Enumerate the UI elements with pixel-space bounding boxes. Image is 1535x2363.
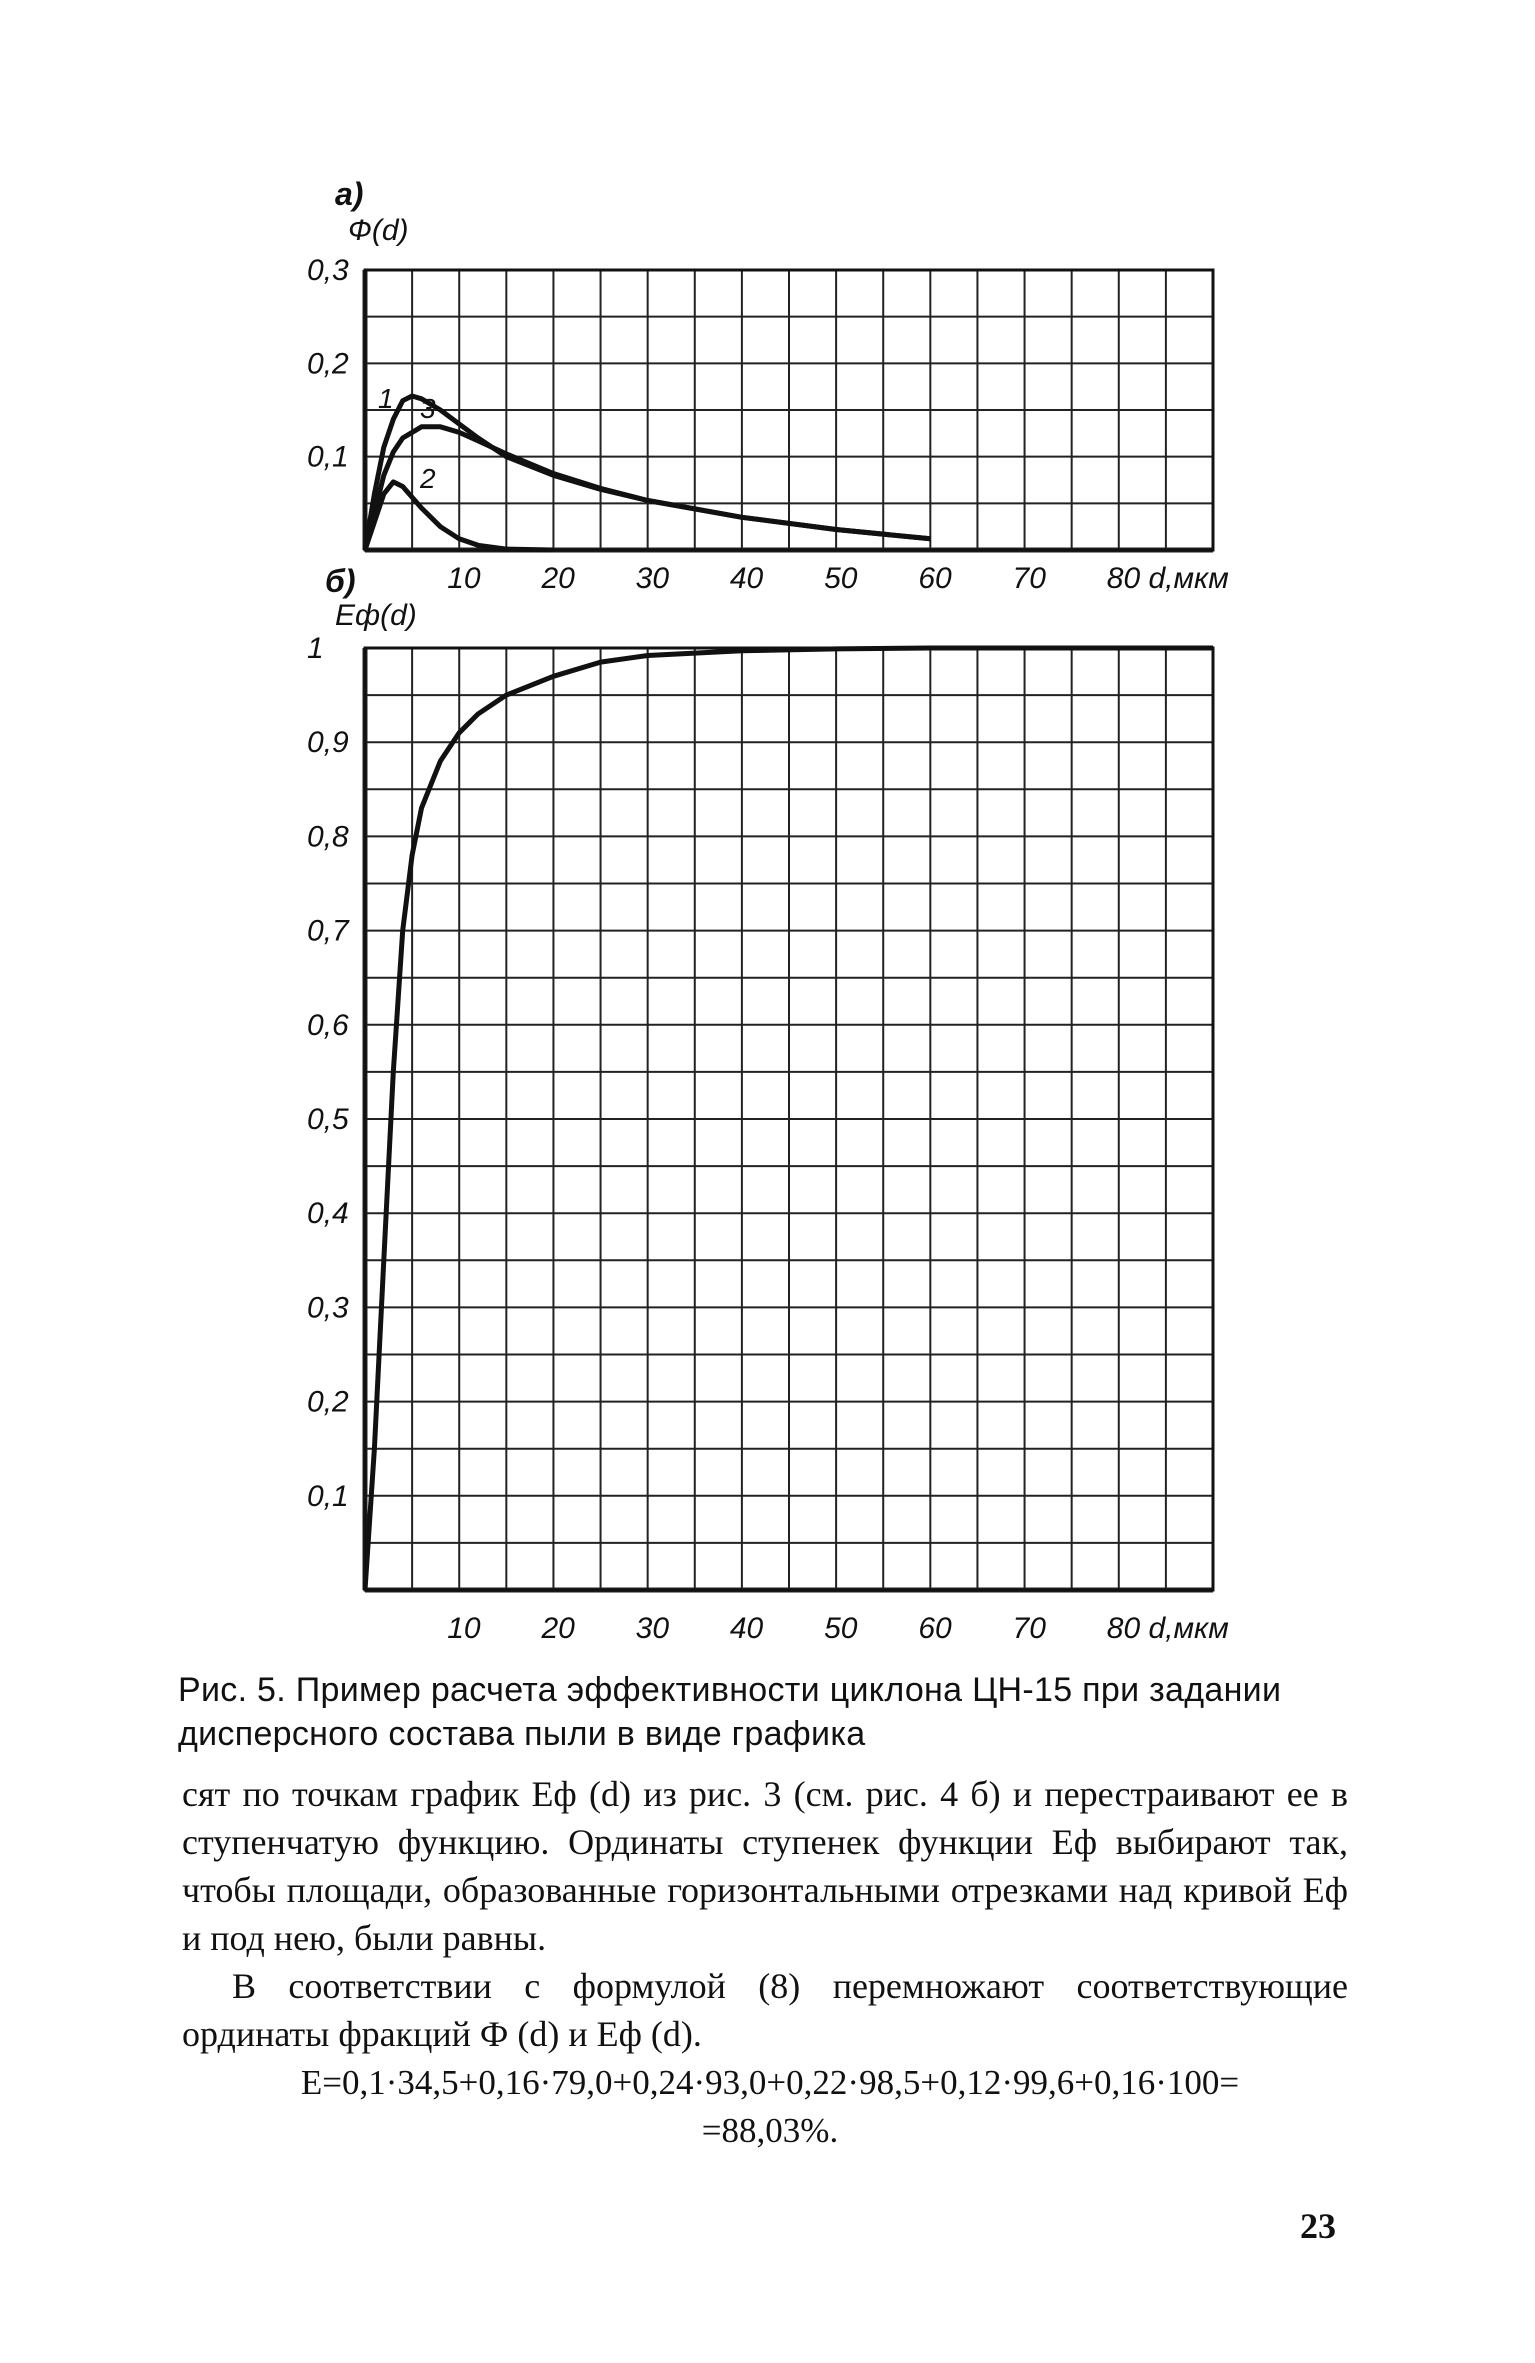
y-axis-label: Eф(d) (335, 599, 417, 632)
x-tick-label: 20 (541, 562, 575, 595)
y-tick-label: 0,2 (307, 1385, 349, 1419)
x-tick-label: 60 (918, 1612, 952, 1645)
y-tick-label: 0,2 (307, 347, 349, 381)
x-tick-label: 50 (824, 1612, 858, 1645)
chart-b-efficiency (307, 563, 1229, 1645)
x-tick-label: 80 d,мкм (1106, 1612, 1229, 1645)
x-tick-label: 40 (729, 1612, 764, 1645)
x-tick-label: 50 (824, 562, 858, 595)
figure-caption: Рис. 5. Пример расчета эффективности циклона ЦН-15 при задании дисперсного состава пыли в виде графика (178, 1671, 1282, 1753)
x-tick-label: 10 (447, 562, 481, 595)
y-tick-label: 0,3 (307, 1291, 349, 1325)
formula-result: =88,03%. (701, 2111, 839, 2150)
x-tick-label: 60 (918, 562, 952, 595)
panel-label-b: б) (325, 563, 356, 599)
x-tick-label: 70 (1012, 562, 1046, 595)
x-tick-label: 70 (1012, 1612, 1046, 1645)
curve-label-2: 2 (420, 463, 436, 494)
y-tick-label: 0,9 (307, 726, 349, 760)
formula-line: E=0,1·34,5+0,16·79,0+0,24·93,0+0,22·98,5+0,12·99,6+0,16·100= (300, 2063, 1240, 2102)
x-tick-label: 30 (635, 562, 670, 595)
body-paragraph-1: сят по точкам график Eф (d) из рис. 3 (см. рис. 4 б) и перестраивают ее в ступенчатую функцию. Ординаты ступенек функции Eф выбирают так, чтобы площади, образованные горизонтальными отрезками над кривой Eф и под нею, были равны. (182, 1774, 1348, 1958)
chart-a-phi (307, 176, 1229, 595)
y-tick-label: 0,5 (307, 1103, 349, 1136)
y-tick-label: 0,6 (307, 1008, 349, 1042)
y-axis-label: Ф(d) (348, 214, 409, 247)
y-tick-label: 1 (307, 632, 324, 665)
curve-label-1: 1 (378, 383, 394, 414)
page-number: 23 (1300, 2206, 1336, 2246)
y-tick-label: 0,1 (307, 440, 349, 474)
x-tick-label: 80 d,мкм (1106, 562, 1229, 595)
y-tick-label: 0,3 (307, 254, 349, 287)
x-tick-label: 20 (541, 1612, 575, 1645)
y-tick-label: 0,4 (307, 1197, 349, 1231)
panel-label-a: a) (335, 176, 364, 212)
body-paragraph-2: В соответствии с формулой (8) перемножают соответствующие ординаты фракций Ф (d) и Eф (d). (182, 1966, 1348, 2054)
x-tick-label: 10 (447, 1612, 481, 1645)
curve-label-3: 3 (420, 393, 436, 424)
y-tick-label: 0,7 (307, 914, 349, 948)
x-tick-label: 30 (635, 1612, 670, 1645)
y-tick-label: 0,1 (307, 1479, 349, 1513)
x-tick-label: 40 (729, 562, 764, 595)
y-tick-label: 0,8 (307, 820, 349, 854)
